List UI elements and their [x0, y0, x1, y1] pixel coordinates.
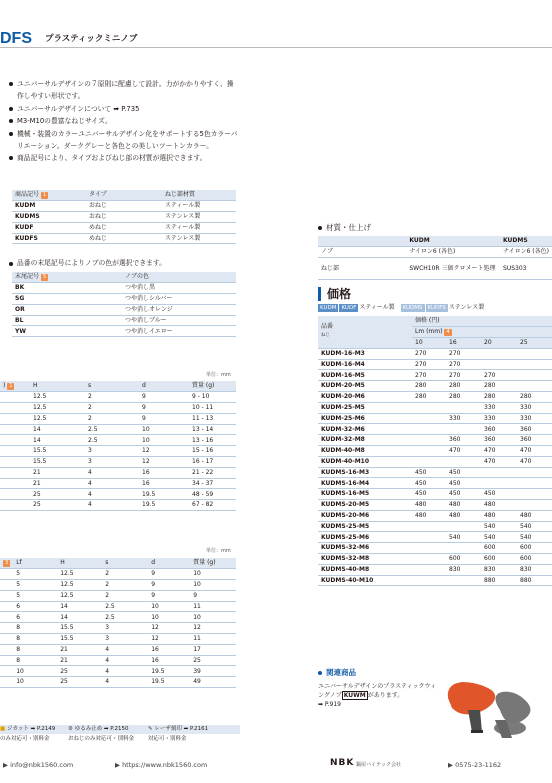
table-row: 5 12.5 2 9 10: [0, 569, 236, 580]
table-row: YW つや消しイエロー: [12, 326, 236, 337]
feature-list: [8, 78, 238, 165]
price-row: KUDM-16-M4 270 270: [318, 359, 552, 370]
dim-header: H: [57, 558, 102, 569]
related-section: [318, 668, 440, 709]
color-note: 品番の末尾記号によりノブの色が選択できます。: [8, 259, 238, 267]
option-slit[interactable]: ■ ジカット ➡ P.2149: [0, 726, 56, 732]
price-header-part: 品番 ねじ: [318, 316, 412, 348]
wing-knob-image: [440, 670, 552, 748]
orange-knob: [448, 682, 495, 714]
table-row: 8 15.5 3 12 12: [0, 623, 236, 634]
table-row: 21 4 16 21 - 22: [0, 467, 236, 478]
material-header: KUDM: [406, 236, 500, 247]
color-table-header: 末尾記号 5: [12, 272, 122, 283]
related-code[interactable]: KUWM: [343, 692, 366, 700]
dim-header: [0, 558, 13, 569]
table-row: SG つや消しシルバー: [12, 294, 236, 305]
price-row: KUDMS-16-M5 450 450 450: [318, 489, 552, 500]
price-header-lm: Lm (mm) 4: [412, 327, 552, 338]
type-table-header: 商品記号 1: [12, 190, 86, 201]
table-row: 21 4 16 34 - 37: [0, 478, 236, 489]
table-row: 14 2.5 10 13 - 16: [0, 435, 236, 446]
table-row: 5 12.5 2 9 10: [0, 580, 236, 591]
table-row: ノブ ナイロン6 (各色) ナイロン6 (各色): [318, 247, 552, 258]
ref-tag: 1: [42, 192, 47, 199]
series-name: プラスティックミニノブ: [45, 34, 138, 44]
table-row: 8 21 4 16 25: [0, 655, 236, 666]
dim-header: 質量 (g): [189, 381, 236, 392]
table-row: BK つや消し黒: [12, 283, 236, 294]
table-row: 5 12.5 2 9 9: [0, 590, 236, 601]
option-bar: [0, 725, 240, 744]
price-row: KUDMS-32-M6 600 600: [318, 543, 552, 554]
email-link[interactable]: ▶ info@nbk1560.com: [3, 761, 74, 769]
price-row: KUDMS-40-M10 880 880: [318, 575, 552, 586]
table-row: 12.5 2 9 9 - 10: [0, 392, 236, 403]
lm-col: 10: [412, 338, 446, 349]
dim-header: 質量 (g): [190, 558, 236, 569]
table-row: KUDFS めねじ ステンレス製: [12, 233, 236, 244]
price-row: KUDMS-25-M6 540 540 540: [318, 532, 552, 543]
material-title: 材質・仕上げ: [318, 223, 371, 232]
table-row: 15.5 3 12 15 - 16: [0, 446, 236, 457]
price-row: KUDM-40-M10 470 470: [318, 456, 552, 467]
dim-header: d: [148, 558, 190, 569]
type-table-header: ねじ部材質: [162, 190, 236, 201]
feature-item: 機械・装置のカラーユニバーサルデザイン化をサポートする5色カラーバリエーション。ダークグレーと各色との美しいツートンカラー。: [8, 128, 238, 153]
table-row: 15.5 3 12 16 - 17: [0, 457, 236, 468]
table-row: KUDMS おねじ ステンレス製: [12, 212, 236, 223]
price-row: KUDM-16-M3 270 270: [318, 348, 552, 359]
ref-tag: 5: [42, 274, 47, 281]
table-row: KUDM おねじ スティール製: [12, 201, 236, 212]
color-table-header: ノブの色: [122, 272, 236, 283]
price-row: KUDM-20-M5 280 280 280: [318, 381, 552, 392]
unit-label: 単位：mm: [206, 548, 231, 554]
lm-col: 25: [517, 338, 552, 349]
table-row: 10 25 4 19.5 39: [0, 666, 236, 677]
material-header: [318, 236, 406, 247]
option-loosen[interactable]: ⚙ ゆるみ止め ➡ P.2150: [68, 726, 129, 732]
feature-item: M3-M10の豊富なねじサイズ。: [8, 115, 238, 127]
price-row: KUDMS-32-M8 600 600 600: [318, 554, 552, 565]
ref-tag: 1: [9, 383, 13, 390]
table-row: OR つや消しオレンジ: [12, 304, 236, 315]
brand-logo: NBK: [330, 758, 355, 768]
dim-header: H: [30, 381, 85, 392]
price-row: KUDMS-16-M4 450 450: [318, 478, 552, 489]
table-row: 12.5 2 9 11 - 13: [0, 413, 236, 424]
feature-item[interactable]: ユニバーサルデザインについて ➡ P.735: [8, 103, 238, 115]
feature-item: ユニバーサルデザインの７原則に配慮して設計。力がかかりやすく、操作しやすい形状です。: [8, 78, 238, 103]
price-row: KUDM-40-M8 470 470 470: [318, 446, 552, 457]
table-row: 14 2.5 10 13 - 14: [0, 424, 236, 435]
table-row: 25 4 19.5 48 - 59: [0, 489, 236, 500]
option-slit-note: のみ対応可・別料金: [0, 736, 50, 742]
lm-col: 16: [446, 338, 481, 349]
option-laser[interactable]: ✎ レーザ刻印 ➡ P.2161: [148, 726, 209, 732]
price-row: KUDM-25-M6 330 330 330: [318, 413, 552, 424]
type-table-header: タイプ: [86, 190, 162, 201]
website-link[interactable]: ▶ https://www.nbk1560.com: [115, 761, 208, 769]
price-row: KUDMS-40-M8 830 830 830: [318, 564, 552, 575]
company-name: 鍋屋バイテック会社: [356, 762, 402, 768]
option-laser-note: 対応可・別料金: [148, 736, 187, 742]
table-row: 6 14 2.5 10 10: [0, 612, 236, 623]
material-table: [318, 236, 552, 280]
price-row: KUDMS-20-M5 480 480 480: [318, 500, 552, 511]
related-link[interactable]: ➡ P.919: [318, 701, 341, 709]
table-row: 8 21 4 16 17: [0, 644, 236, 655]
price-title: 価格: [318, 287, 351, 301]
related-title: 関連商品: [318, 668, 440, 677]
dimension-table-2: [0, 558, 236, 688]
price-row: KUDMS-16-M3 450 450: [318, 467, 552, 478]
dim-header: s: [102, 558, 148, 569]
table-row: 10 25 4 19.5 49: [0, 677, 236, 688]
phone-number[interactable]: ▶ 0575-23-1162: [448, 761, 502, 769]
dim-header: s: [85, 381, 139, 392]
unit-label: 単位：mm: [206, 372, 231, 378]
table-row: ねじ部 SWCH10R 三価クロメート処理 SUS303: [318, 258, 552, 280]
price-row: KUDM-20-M6 280 280 280 280: [318, 392, 552, 403]
table-row: 12.5 2 9 10 - 11: [0, 403, 236, 414]
table-row: KUDF めねじ スティール製: [12, 222, 236, 233]
price-row: KUDM-32-M6 360 360: [318, 424, 552, 435]
series-code: DFS: [0, 30, 32, 47]
material-header: KUDMS: [500, 236, 552, 247]
gray-knob: [495, 692, 530, 724]
price-row: KUDMS-25-M5 540 540: [318, 521, 552, 532]
dim-header: Lf: [13, 558, 57, 569]
lm-col: 20: [481, 338, 517, 349]
dim-header: d: [139, 381, 189, 392]
price-row: KUDM-32-M8 360 360 360: [318, 435, 552, 446]
table-row: BL つや消しブルー: [12, 315, 236, 326]
type-table: [12, 190, 236, 244]
material-legend: KUDM KUDF スティール製 KUDMS KUDFS ステンレス製: [320, 304, 485, 311]
price-header-price: 価格 (円): [412, 316, 552, 327]
feature-item: 商品記号により、タイプおよびねじ部の材質が選択できます。: [8, 152, 238, 164]
price-row: KUDM-16-M5 270 270 270: [318, 370, 552, 381]
option-loosen-note: おねじのみ対応可・別料金: [68, 736, 135, 742]
table-row: 25 4 19.5 67 - 82: [0, 500, 236, 511]
color-table: [12, 272, 236, 337]
ref-tag: 4: [446, 329, 450, 336]
dimension-table-1: [0, 381, 236, 511]
dim-header: ) 1: [0, 381, 30, 392]
page-header: [0, 26, 552, 48]
page-footer: [0, 752, 552, 783]
ref-tag: 3: [5, 560, 9, 567]
price-row: KUDM-25-M5 330 330: [318, 402, 552, 413]
price-row: KUDMS-20-M6 480 480 480 480: [318, 510, 552, 521]
table-row: 8 15.5 3 12 11: [0, 634, 236, 645]
table-row: 6 14 2.5 10 11: [0, 601, 236, 612]
price-table: [318, 316, 552, 586]
related-text: ユニバーサルデザインのプラスティックウィングノブ KUWM があります。 ➡ P.919: [318, 683, 437, 709]
